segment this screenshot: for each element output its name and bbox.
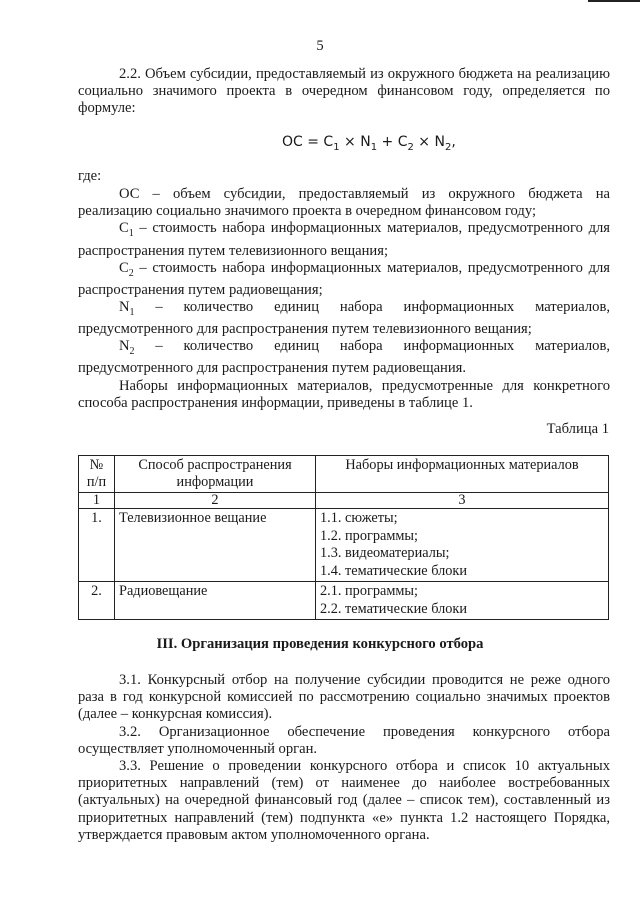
header-materials: Наборы информационных материалов [316,456,609,493]
row-number: 2. [79,582,115,620]
paragraph-sets: Наборы информационных материалов, предусмотренные для конкретного способа распространения информации, приведены в таблице 1. [78,377,610,411]
row-materials [316,509,609,582]
definition-n2: $N_2$ – количество единиц набора информационных материалов, предусмотренного для распространения путем радиовещания. [78,338,610,377]
paragraph-2-2: 2.2. Объем субсидии, предоставляемый из окружного бюджета на реализацию социально значимого проекта в очередном финансовом году, определяется по формуле: [78,66,610,117]
row-method: Телевизионное вещание [115,509,316,582]
subsidy-formula: ОС = $C_1 \times N_1 + C_2 \times N_2$, [282,134,456,153]
material-item: 2.2. тематические блоки [320,600,467,617]
where-label: где: [78,168,102,184]
scan-edge-mark [588,0,640,2]
table-header-row [79,456,609,493]
definitions [78,186,610,412]
paragraph-3-1: 3.1. Конкурсный отбор на получение субсидии проводится не реже одного раза в год конкурсной комиссией по рассмотрению социально значимых проектов (далее – конкурсная комиссия). [78,672,610,723]
row-materials [316,582,609,620]
table-row [79,582,609,620]
row-method: Радиовещание [115,582,316,620]
material-item: 2.1. программы; [320,583,418,599]
paragraph-3-2: 3.2. Организационное обеспечение проведения конкурсного отбора осуществляет уполномоченный орган. [78,723,610,757]
material-item: 1.1. сюжеты; [320,510,398,526]
definition-c2: $C_2$ – стоимость набора информационных материалов, предусмотренного для распространения путем радиовещания; [78,259,610,298]
table-row [79,509,609,582]
definition-oc: ОС – объем субсидии, предоставляемый из окружного бюджета на реализацию социально значимого проекта в очередном финансовом году; [78,186,610,220]
material-item: 1.3. видеоматериалы; [320,545,450,561]
materials-table [78,455,609,620]
header-number: № п/п [79,456,115,493]
definition-n1: $N_1$ – количество единиц набора информационных материалов, предусмотренного для распространения путем телевизионного вещания; [78,299,610,338]
column-number-row [79,493,609,509]
section-3-body [78,672,610,844]
page-number: 5 [316,38,324,54]
material-item: 1.2. программы; [320,527,418,544]
definition-c1: $C_1$ – стоимость набора информационных материалов, предусмотренного для распространения путем телевизионного вещания; [78,220,610,259]
paragraph-3-3: 3.3. Решение о проведении конкурсного отбора и список 10 актуальных приоритетных направлений (тем) от наименее до наиболее востребованных (актуальных) на очередной финансовый год (далее – список тем), составленный из приоритетных направлений (тем) подпункта «е» пункта 1.2 настоящего Порядка, утверждается правовым актом уполномоченного органа. [78,758,610,843]
table-caption: Таблица 1 [546,421,609,437]
column-number: 2 [115,493,316,509]
column-number: 1 [79,493,115,509]
section-heading: III. Организация проведения конкурсного отбора [156,636,484,652]
header-method: Способ распространения информации [115,456,316,493]
row-number: 1. [79,509,115,582]
column-number: 3 [316,493,609,509]
material-item: 1.4. тематические блоки [320,562,467,579]
